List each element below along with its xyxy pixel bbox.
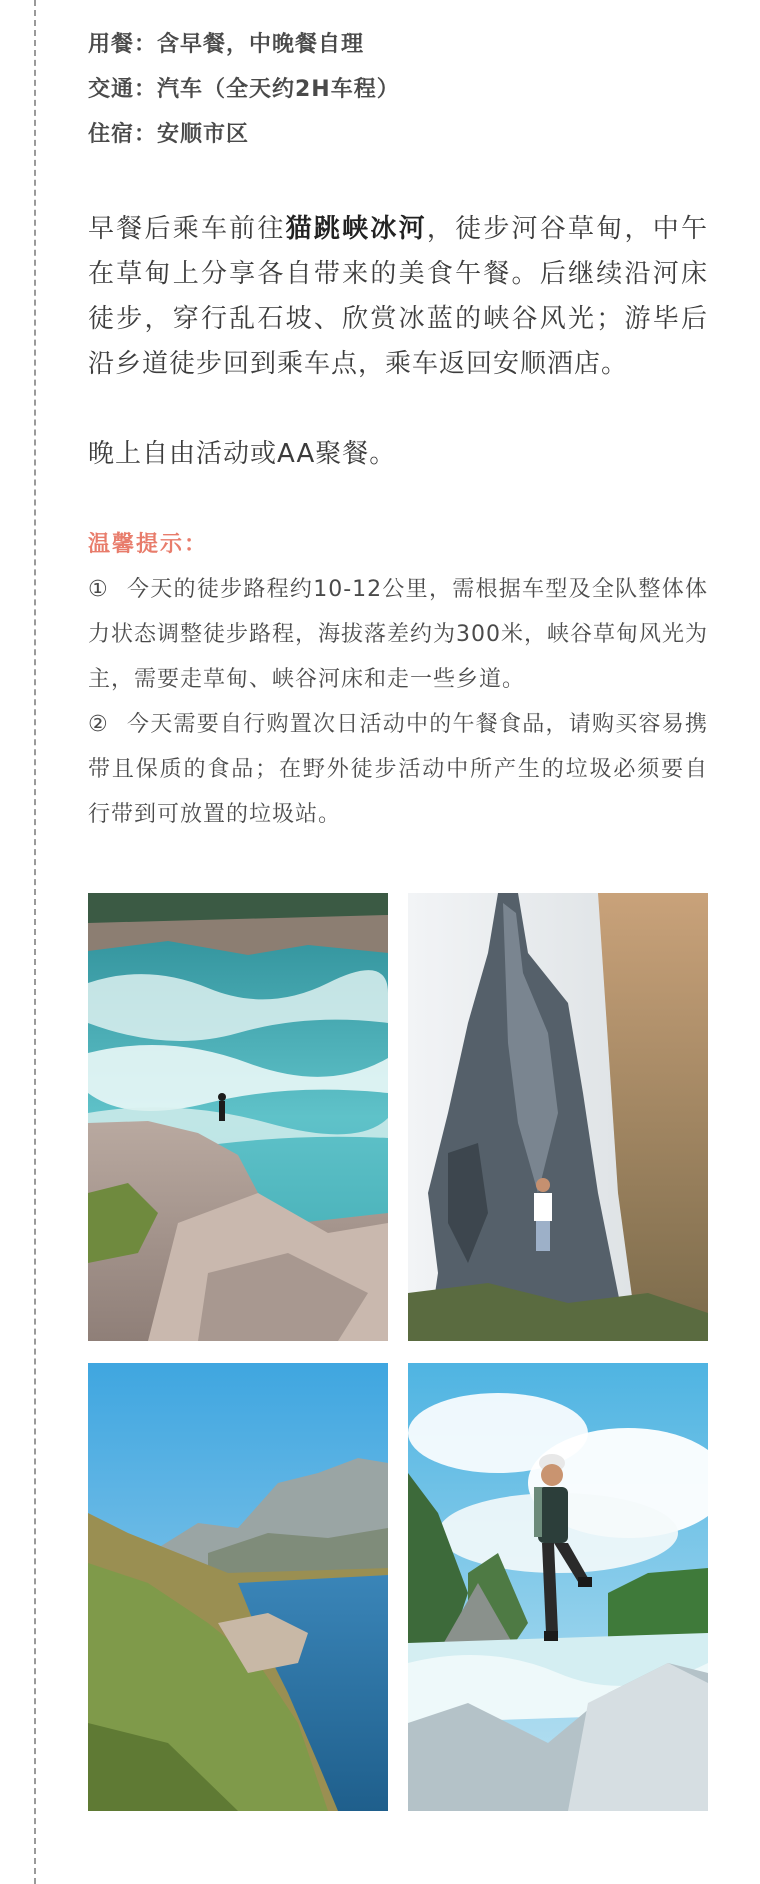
tip-number: ①	[88, 577, 109, 602]
photo-river-rapids	[88, 893, 388, 1341]
tip-item-2	[88, 702, 708, 837]
lodging-info: 住宿：安顺市区	[88, 122, 250, 147]
photo-lake-grassland	[88, 1363, 388, 1811]
day-itinerary	[88, 22, 708, 837]
itinerary-body: ，徒步河谷草甸，中午在草甸上分享各自带来的美食午餐。后继续沿河床徒步，穿行乱石坡、欣赏冰蓝的峡谷风光；游毕后沿乡道徒步回到乘车点，乘车返回安顺酒店。	[88, 214, 708, 379]
dashed-timeline-rail	[34, 0, 36, 1884]
tips-title: 温馨提示：	[88, 532, 209, 557]
photo-rock-spire	[408, 893, 708, 1341]
tip-text: 今天需要自行购置次日活动中的午餐食品，请购买容易携带且保质的食品；在野外徒步活动中所产生的垃圾必须要自行带到可放置的垃圾站。	[88, 712, 708, 827]
transport-info: 交通：汽车（全天约2H车程）	[88, 77, 400, 102]
destination-name: 猫跳峡冰河	[285, 214, 427, 244]
tip-text: 今天的徒步路程约10-12公里，需根据车型及全队整体体力状态调整徒步路程，海拔落差约为300米，峡谷草甸风光为主，需要走草甸、峡谷河床和走一些乡道。	[88, 577, 708, 692]
evening-activity: 晚上自由活动或AA聚餐。	[88, 439, 397, 469]
photo-hiker-portrait	[408, 1363, 708, 1811]
itinerary-paragraph	[88, 207, 708, 387]
tip-number: ②	[88, 712, 109, 737]
itinerary-intro: 早餐后乘车前往	[88, 214, 286, 244]
meals-info: 用餐：含早餐，中晚餐自理	[88, 32, 365, 57]
tip-item-1	[88, 567, 708, 702]
